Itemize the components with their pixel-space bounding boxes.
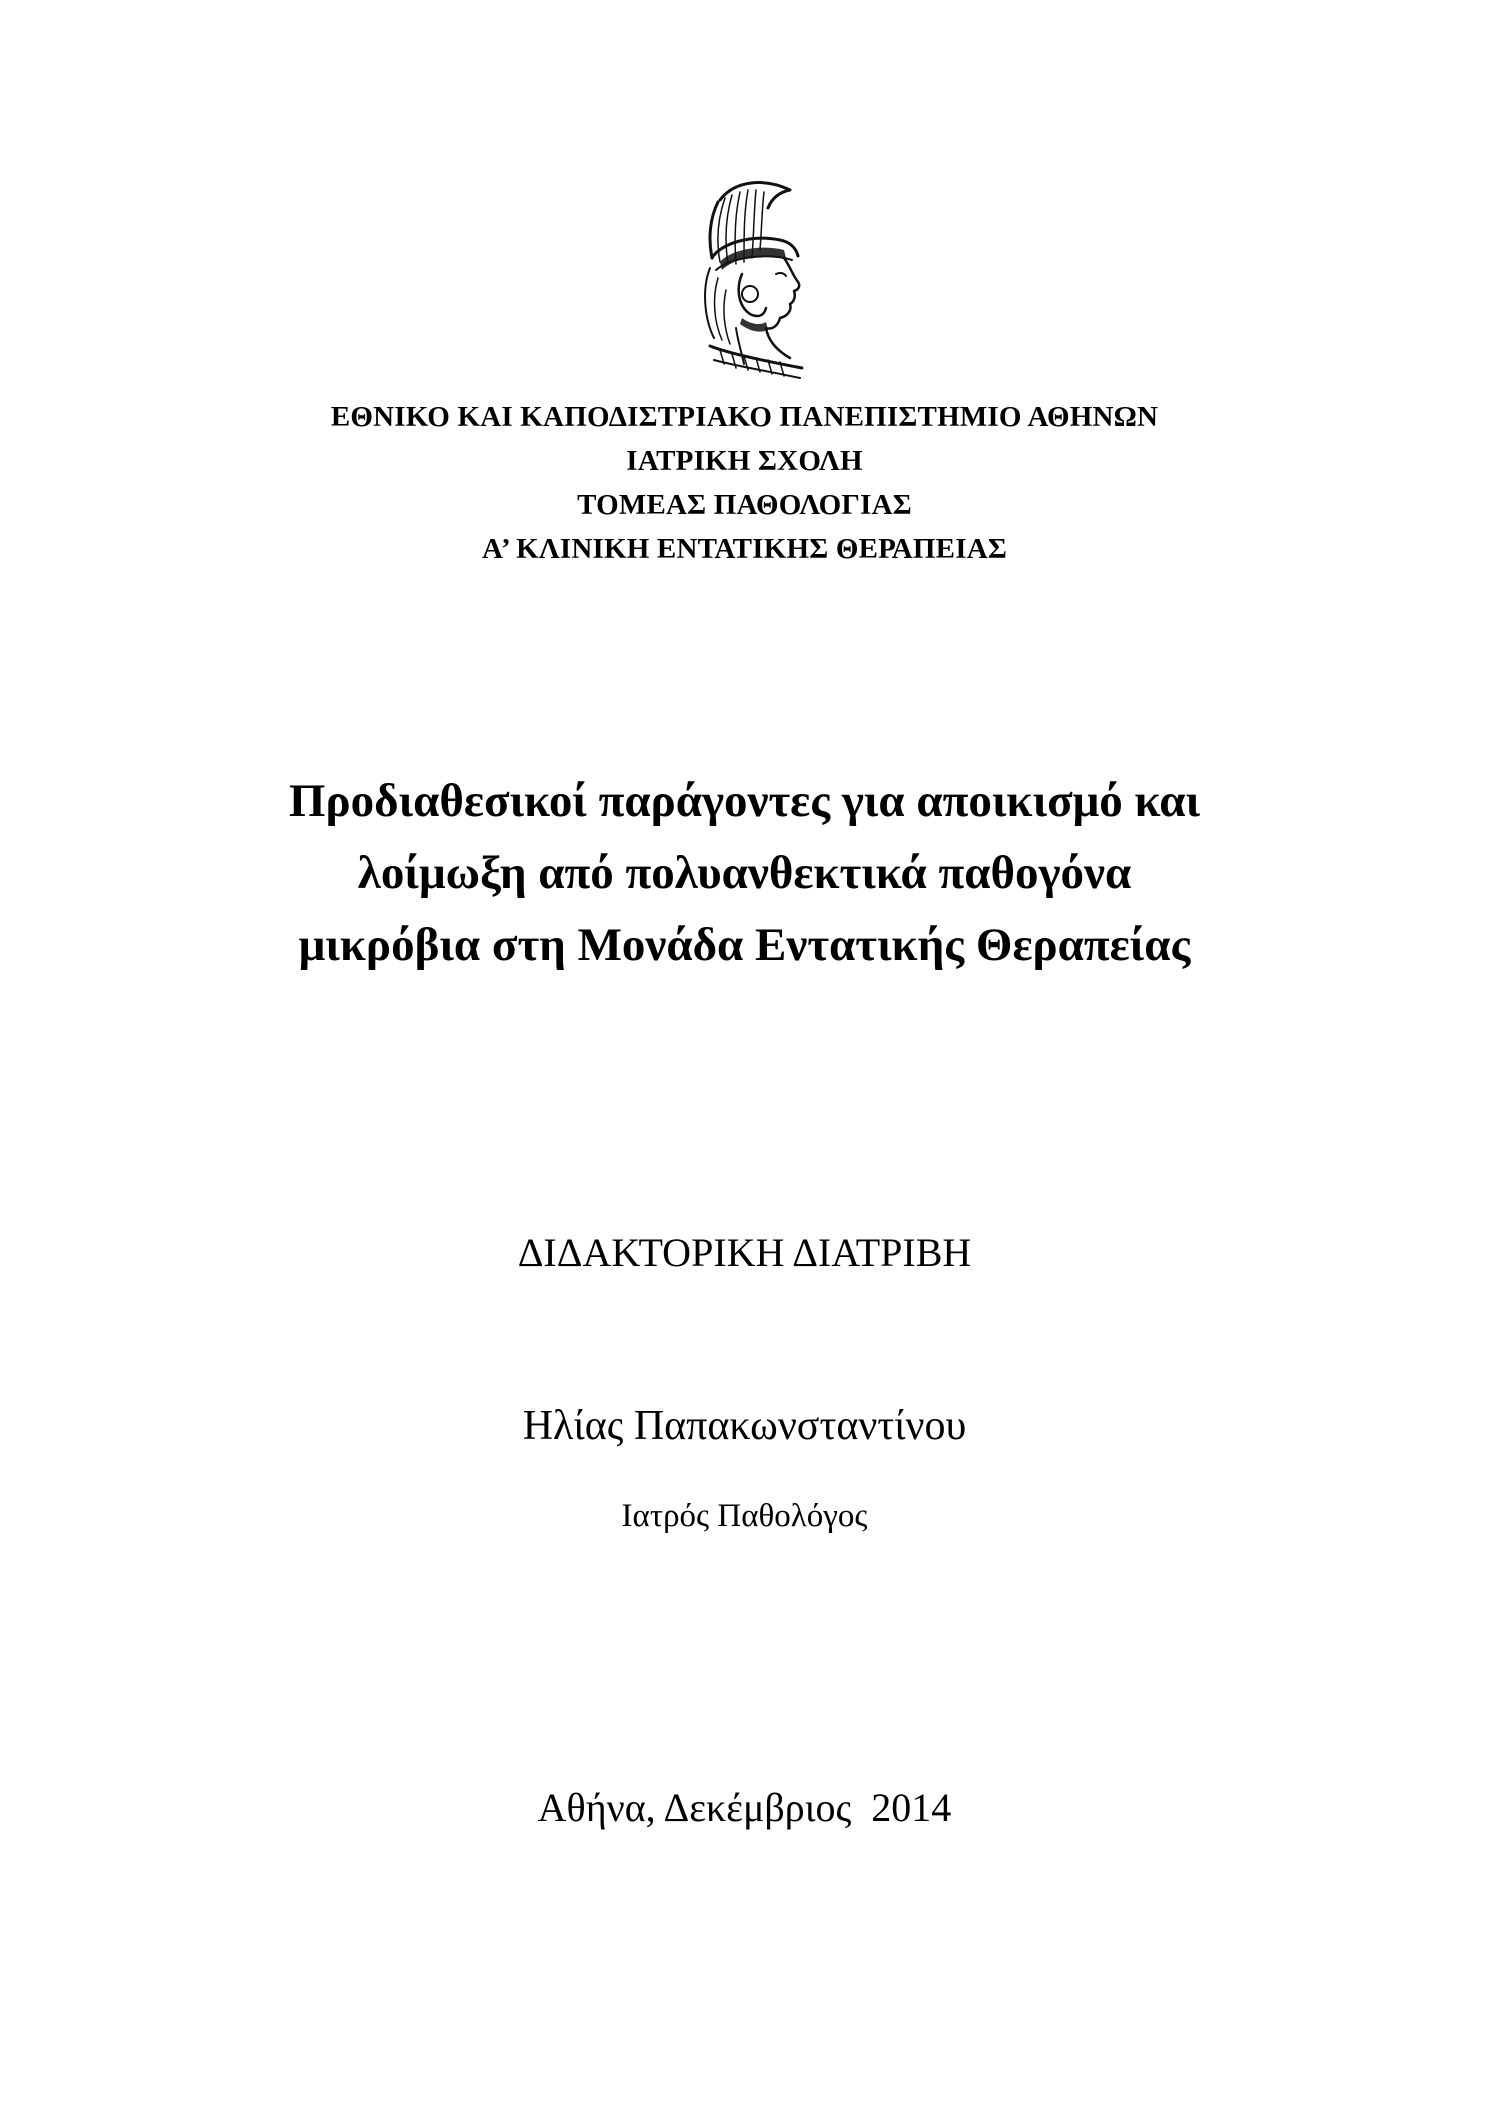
school-name: ΙΑΤΡΙΚΗ ΣΧΟΛΗ bbox=[626, 445, 863, 477]
thesis-title-line: λοίμωξη από πολυανθεκτικά παθογόνα bbox=[357, 847, 1132, 899]
place-date: Αθήνα, Δεκέμβριος 2014 bbox=[537, 1785, 952, 1830]
thesis-title-line: μικρόβια στη Μονάδα Εντατικής Θεραπείας bbox=[298, 919, 1191, 971]
university-name: ΕΘΝΙΚΟ ΚΑΙ ΚΑΠΟΔΙΣΤΡΙΑΚΟ ΠΑΝΕΠΙΣΤΗΜΙΟ ΑΘΗΝΩΝ bbox=[330, 401, 1159, 433]
author-name: Ηλίας Παπακωνσταντίνου bbox=[522, 1403, 967, 1449]
author-role: Ιατρός Παθολόγος bbox=[621, 1498, 868, 1534]
thesis-title bbox=[0, 765, 1489, 981]
department-name: ΤΟΜΕΑΣ ΠΑΘΟΛΟΓΙΑΣ bbox=[577, 489, 912, 521]
athena-helmet-emblem-icon bbox=[680, 178, 815, 383]
thesis-title-line: Προδιαθεσικοί παράγοντες για αποικισμό και bbox=[288, 775, 1201, 827]
document-type: ΔΙΔΑΚΤΟΡΙΚΗ ΔΙΑΤΡΙΒΗ bbox=[517, 1230, 972, 1275]
institution-header bbox=[0, 395, 1489, 571]
clinic-name: Α’ ΚΛΙΝΙΚΗ ΕΝΤΑΤΙΚΗΣ ΘΕΡΑΠΕΙΑΣ bbox=[481, 533, 1008, 565]
